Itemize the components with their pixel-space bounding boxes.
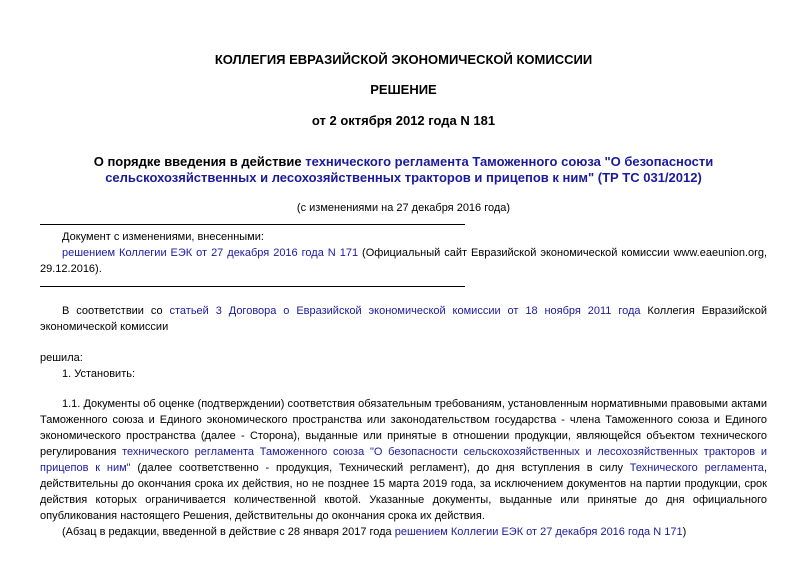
document-title: [40, 154, 767, 186]
divider-top: [40, 224, 465, 225]
regulation-link-line1[interactable]: технического регламента Таможенного союза "О безопасности: [305, 154, 714, 169]
item11-line4-text: регулирования: [40, 446, 123, 458]
changes-line2: 29.12.2016).: [40, 263, 102, 275]
preamble-line1: [40, 303, 767, 319]
item11-line8: опубликования настоящего Решения, действительны до окончания срока их действия.: [40, 510, 485, 522]
treaty-article-link[interactable]: статьей 3 Договора о Евразийской экономической комиссии от 18 ноября 2011 года: [169, 305, 641, 317]
item11-line4: [40, 444, 767, 460]
changes-source: (Официальный сайт Евразийской экономической комиссии www.eaeunion.org,: [358, 247, 767, 259]
item11-line5-tail: ,: [763, 462, 767, 474]
changes-decision-link[interactable]: решением Коллегии ЕЭК от 27 декабря 2016 года N 171: [62, 247, 359, 259]
revision-decision-link[interactable]: решением Коллегии ЕЭК от 27 декабря 2016 года N 171: [394, 526, 683, 538]
preamble-line2: экономической комиссии: [40, 321, 169, 333]
item11-line2: Таможенного союза и Единого экономического пространства или законодательством государства - члена Таможенного союза и Единого: [40, 414, 767, 426]
revision-tail: ): [682, 526, 687, 538]
item11-line3: экономического пространства (далее - Сторона), выданные или принятые в отношении продукции, являющейся объектом технического: [40, 430, 767, 442]
item-1: 1. Установить:: [62, 368, 136, 380]
changes-line1: [40, 245, 767, 261]
title-prefix: О порядке введения в действие: [93, 154, 306, 169]
doc-type-heading: РЕШЕНИЕ: [370, 82, 437, 97]
divider-bottom: [40, 286, 465, 287]
item11-line5: [40, 460, 767, 476]
regulation-link-body-2[interactable]: прицепов к ним": [40, 462, 131, 474]
date-number-heading: от 2 октября 2012 года N 181: [311, 113, 496, 128]
regulation-link-body-1[interactable]: технического регламента Таможенного союза "О безопасности сельскохозяйственных и лесохозяйственных тракторов и: [122, 446, 768, 458]
technical-regulation-link[interactable]: Технического регламента: [629, 462, 764, 474]
preamble: [40, 303, 767, 335]
revision-note: [40, 524, 767, 540]
regulation-link-line2[interactable]: сельскохозяйственных и лесохозяйственных тракторов и прицепов к ним" (ТР ТС 031/2012): [105, 170, 702, 185]
preamble-text-2: Коллегия Евразийской: [640, 305, 767, 317]
decided-text: решила:: [40, 352, 83, 364]
item11-line7: действия которых ограничивается количественной квотой. Указанные документы, выданные или принятые до дня официального: [40, 494, 767, 506]
item11-line6: действительны до окончания срока их действия, но не позднее 15 марта 2019 года, за исключением документов на партии продукции, срок: [40, 478, 767, 490]
revision-text: (Абзац в редакции, введенной в действие с 28 января 2017 года: [62, 526, 395, 538]
item11-line1: 1.1. Документы об оценке (подтверждении) соответствия обязательным требованиям, установленным нормативными правовыми актами: [62, 398, 767, 410]
item-1-1: [40, 396, 767, 524]
amendment-note: (с изменениями на 27 декабря 2016 года): [296, 202, 511, 214]
org-heading: КОЛЛЕГИЯ ЕВРАЗИЙСКОЙ ЭКОНОМИЧЕСКОЙ КОМИССИИ: [214, 52, 593, 67]
changes-intro: Документ с изменениями, внесенными:: [62, 231, 264, 243]
preamble-text: В соответствии со: [62, 305, 170, 317]
item11-line5-text: (далее соответственно - продукция, Технический регламент), до дня вступления в силу: [130, 462, 630, 474]
changes-block: [40, 229, 767, 277]
